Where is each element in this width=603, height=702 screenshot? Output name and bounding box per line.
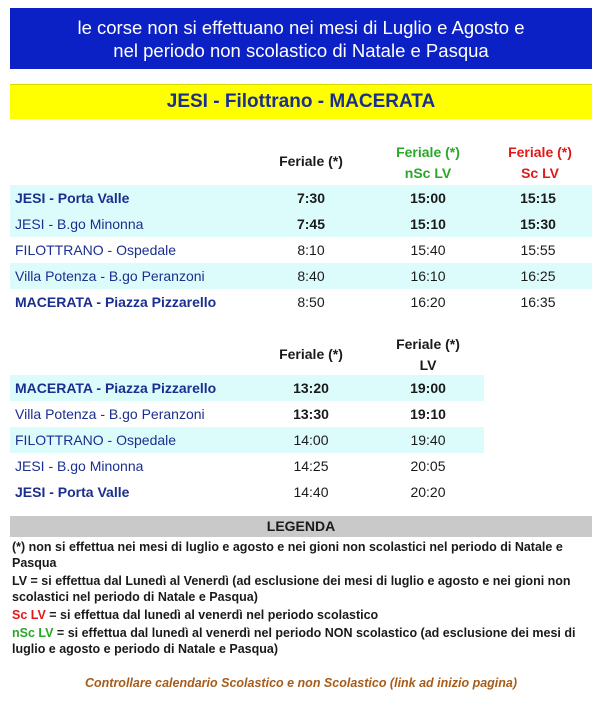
legend-item [10, 625, 592, 657]
time-cell: 15:10 [410, 216, 446, 232]
stop-name: MACERATA - Piazza Pizzarello [15, 380, 217, 396]
time-cell: 7:45 [296, 216, 326, 232]
legend-text: (*) non si effettua nei mesi di luglio e agosto e nei gioni non scolastici nel periodo di Natale e Pasqua [12, 540, 563, 570]
legend-text: = si effettua dal lunedì al venerdì nel periodo NON scolastico (ad esclusione dei mesi di luglio e agosto e periodo di Natale e Pasqua) [12, 626, 576, 656]
outbound-row [10, 263, 592, 289]
time-cell: 8:10 [297, 242, 325, 258]
stop-name: JESI - B.go Minonna [15, 458, 144, 474]
stop-name: MACERATA - Piazza Pizzarello [15, 294, 217, 310]
outbound-header-line2: Sc LV [521, 165, 559, 181]
legend-item [10, 573, 592, 605]
legend-item [10, 607, 592, 623]
outbound-header-sc-lv [492, 142, 588, 184]
return-row [10, 401, 484, 427]
return-header-line2: LV [419, 357, 437, 373]
outbound-row [10, 211, 592, 237]
calendar-note: Controllare calendario Scolastico e non Scolastico (link ad inizio pagina) [84, 676, 518, 690]
service-notice-banner [10, 8, 592, 69]
outbound-header-line1: Feriale (*) [279, 153, 343, 169]
outbound-header-line1: Feriale (*) [508, 144, 572, 160]
time-cell: 13:20 [293, 380, 329, 396]
time-cell: 20:20 [410, 484, 446, 500]
return-header-line1: Feriale (*) [279, 346, 343, 362]
time-cell: 19:00 [410, 380, 446, 396]
legend-text: = si effettua dal lunedì al venerdì nel periodo scolastico [45, 608, 379, 622]
time-cell: 15:15 [520, 190, 556, 206]
outbound-header-feriale [268, 151, 354, 172]
time-cell: 7:30 [296, 190, 326, 206]
time-cell: 8:40 [297, 268, 325, 284]
time-cell: 8:50 [297, 294, 325, 310]
return-row [10, 375, 484, 401]
notice-line-2: nel periodo non scolastico di Natale e Pasqua [113, 40, 489, 61]
notice-line-1: le corse non si effettuano nei mesi di Luglio e Agosto e [77, 17, 525, 38]
outbound-row [10, 237, 592, 263]
return-header-lv [380, 334, 476, 376]
stop-name: JESI - Porta Valle [15, 484, 130, 500]
legend-item [10, 539, 592, 571]
time-cell: 15:40 [410, 242, 446, 258]
return-header-feriale [268, 344, 354, 365]
outbound-header-line2: nSc LV [404, 165, 452, 181]
time-cell: 14:00 [293, 432, 329, 448]
time-cell: 13:30 [293, 406, 329, 422]
legend-title: LEGENDA [10, 516, 592, 537]
legend-label-nsc-lv: nSc LV [12, 626, 54, 640]
time-cell: 15:30 [520, 216, 556, 232]
return-row [10, 479, 484, 505]
return-row [10, 427, 484, 453]
route-title: JESI - Filottrano - MACERATA [10, 84, 592, 119]
time-cell: 20:05 [410, 458, 446, 474]
legend-section [10, 516, 592, 657]
time-cell: 14:40 [293, 484, 329, 500]
legend-text: LV = si effettua dal Lunedì al Venerdì (ad esclusione dei mesi di luglio e agosto e nei gioni non scolastici nel periodo di Natale e Pasqua) [12, 574, 571, 604]
outbound-row [10, 185, 592, 211]
outbound-header-line1: Feriale (*) [396, 144, 460, 160]
legend-label-sc-lv: Sc LV [12, 608, 46, 622]
stop-name: JESI - Porta Valle [15, 190, 130, 206]
time-cell: 19:10 [410, 406, 446, 422]
time-cell: 15:00 [410, 190, 446, 206]
stop-name: JESI - B.go Minonna [15, 216, 144, 232]
time-cell: 19:40 [410, 432, 446, 448]
stop-name: FILOTTRANO - Ospedale [15, 242, 177, 258]
time-cell: 16:20 [410, 294, 446, 310]
stop-name: FILOTTRANO - Ospedale [15, 432, 177, 448]
time-cell: 16:25 [520, 268, 556, 284]
stop-name: Villa Potenza - B.go Peranzoni [15, 406, 205, 422]
time-cell: 15:55 [520, 242, 556, 258]
time-cell: 16:10 [410, 268, 446, 284]
outbound-header-nsc-lv [380, 142, 476, 184]
outbound-row [10, 289, 592, 315]
return-row [10, 453, 484, 479]
stop-name: Villa Potenza - B.go Peranzoni [15, 268, 205, 284]
time-cell: 14:25 [293, 458, 329, 474]
time-cell: 16:35 [520, 294, 556, 310]
return-header-line1: Feriale (*) [396, 336, 460, 352]
